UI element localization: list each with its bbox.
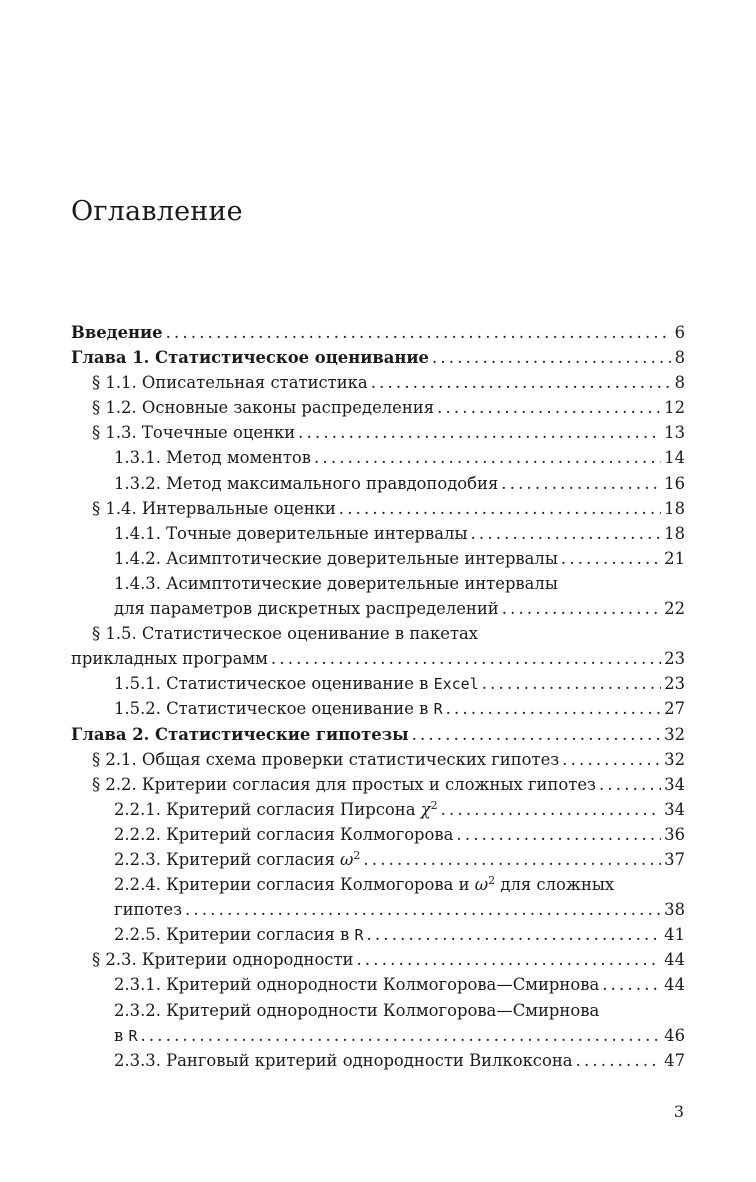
toc-entry-1-5-line1[interactable]: [71, 621, 685, 646]
leader-dots: [576, 1048, 662, 1073]
toc-entry-label: § 1.3. Точечные оценки: [92, 423, 296, 443]
code-label: R: [354, 926, 364, 945]
leader-dots: [271, 646, 661, 671]
toc-entry-2-2-5[interactable]: [71, 922, 685, 947]
toc-entry-2-3-3[interactable]: [71, 1048, 685, 1073]
toc-entry-label: [114, 797, 438, 822]
math-superscript: 2: [353, 848, 361, 862]
toc-page-number: 44: [664, 950, 685, 970]
leader-dots: [471, 521, 662, 546]
toc-page-number: 44: [664, 975, 685, 995]
code-label: R: [128, 1026, 138, 1045]
toc-page-number: 16: [664, 473, 685, 493]
leader-dots: [140, 1023, 661, 1048]
toc-entry-label: [114, 671, 479, 697]
leader-dots: [602, 972, 661, 997]
toc-entry-text: 1.5.1. Статистическое оценивание в: [114, 674, 429, 694]
toc-entry-1-4[interactable]: [71, 496, 685, 521]
toc-page-number: 34: [664, 774, 685, 794]
toc-entry-label: для параметров дискретных распределений: [114, 599, 499, 619]
toc-entry-label: 1.4.3. Асимптотические доверительные интервалы: [114, 573, 558, 593]
toc-entry-label: § 1.5. Статистическое оценивание в пакетах: [92, 624, 479, 644]
toc-entry-label: 1.3.1. Метод моментов: [114, 448, 311, 468]
leader-dots: [502, 596, 661, 621]
toc-page-number: 27: [664, 699, 685, 719]
toc-entry-2-2[interactable]: [71, 772, 685, 797]
leader-dots: [314, 445, 661, 470]
toc-entry-1-5-line2[interactable]: [71, 646, 685, 671]
page-title: Оглавление: [71, 196, 243, 227]
leader-dots: [356, 947, 661, 972]
toc-page-number: 12: [664, 398, 685, 418]
toc-entry-1-3-2[interactable]: [71, 471, 685, 496]
toc-entry-label: Глава 2. Статистические гипотезы: [71, 724, 409, 744]
toc-entry-text: 2.2.3. Критерий согласия: [114, 849, 335, 869]
toc-page-number: 32: [664, 724, 685, 744]
toc-entry-intro[interactable]: [71, 320, 685, 345]
toc-entry-label: 1.3.2. Метод максимального правдоподобия: [114, 473, 499, 493]
toc-entry-2-3-2-line2[interactable]: [71, 1023, 685, 1048]
toc-page-number: 18: [664, 523, 685, 543]
code-label: Excel: [433, 675, 479, 694]
leader-dots: [371, 370, 672, 395]
toc-entry-1-5-1[interactable]: [71, 671, 685, 696]
leader-dots: [166, 320, 672, 345]
toc-page-number: 41: [664, 925, 685, 945]
code-label: R: [433, 700, 443, 719]
toc-entry-label: Глава 1. Статистическое оценивание: [71, 348, 429, 368]
toc-entry-label: прикладных программ: [71, 649, 268, 669]
leader-dots: [446, 696, 662, 721]
toc-entry-text: для сложных: [500, 875, 615, 895]
toc-page-number: 14: [664, 448, 685, 468]
toc-entry-label: [114, 696, 443, 722]
toc-entry-1-4-3-line2[interactable]: [71, 596, 685, 621]
toc-entry-1-1[interactable]: [71, 370, 685, 395]
toc-entry-label: § 1.1. Описательная статистика: [92, 373, 368, 393]
leader-dots: [363, 847, 661, 872]
toc-entry-label: § 1.4. Интервальные оценки: [92, 498, 336, 518]
toc-entry-label: 2.3.1. Критерий однородности Колмогорова—Смирнова: [114, 975, 600, 995]
toc-page-number: 8: [674, 348, 685, 368]
toc-page-number: 32: [664, 749, 685, 769]
toc-page-number: 13: [664, 423, 685, 443]
leader-dots: [561, 546, 661, 571]
toc-page-number: 47: [664, 1050, 685, 1070]
toc-entry-1-5-2[interactable]: [71, 696, 685, 721]
toc-entry-1-2[interactable]: [71, 395, 685, 420]
toc-entry-label: § 2.2. Критерии согласия для простых и сложных гипотез: [92, 774, 596, 794]
leader-dots: [599, 772, 661, 797]
leader-dots: [441, 797, 662, 822]
toc-page-number: 22: [664, 599, 685, 619]
toc-entry-1-3-1[interactable]: [71, 445, 685, 470]
toc-entry-2-3[interactable]: [71, 947, 685, 972]
toc-entry-2-2-1[interactable]: [71, 797, 685, 822]
leader-dots: [562, 747, 661, 772]
toc-entry-1-3[interactable]: [71, 420, 685, 445]
toc-page-number: 23: [664, 649, 685, 669]
leader-dots: [432, 345, 672, 370]
page-number: 3: [673, 1102, 684, 1121]
table-of-contents: [71, 320, 685, 1073]
toc-page-number: 23: [664, 674, 685, 694]
leader-dots: [185, 897, 661, 922]
leader-dots: [482, 671, 661, 696]
toc-page-number: 38: [664, 900, 685, 920]
leader-dots: [339, 496, 661, 521]
leader-dots: [412, 722, 662, 747]
toc-entry-chapter-1[interactable]: [71, 345, 685, 370]
math-symbol: χ: [420, 799, 431, 819]
toc-page-number: 46: [664, 1025, 685, 1045]
toc-entry-1-4-2[interactable]: [71, 546, 685, 571]
toc-page-number: 21: [664, 548, 685, 568]
toc-entry-label: § 1.2. Основные законы распределения: [92, 398, 435, 418]
toc-entry-label: [114, 847, 360, 872]
toc-entry-2-3-1[interactable]: [71, 972, 685, 997]
toc-page-number: 18: [664, 498, 685, 518]
leader-dots: [456, 822, 661, 847]
toc-entry-text: 2.2.5. Критерии согласия в: [114, 925, 350, 945]
toc-page-number: 34: [664, 799, 685, 819]
toc-page-number: 37: [664, 849, 685, 869]
toc-entry-2-1[interactable]: [71, 747, 685, 772]
toc-page-number: 8: [674, 373, 685, 393]
toc-entry-label: Введение: [71, 323, 163, 342]
toc-entry-label: 2.3.2. Критерий однородности Колмогорова—Смирнова: [114, 1000, 600, 1020]
toc-entry-text: 2.2.4. Критерии согласия Колмогорова и: [114, 875, 470, 895]
toc-entry-label: [114, 872, 614, 897]
toc-entry-2-2-3[interactable]: [71, 847, 685, 872]
toc-entry-label: 2.3.3. Ранговый критерий однородности Вилкоксона: [114, 1050, 573, 1070]
toc-entry-2-3-2-line1[interactable]: [71, 998, 685, 1023]
toc-entry-text: 1.5.2. Статистическое оценивание в: [114, 699, 429, 719]
toc-entry-label: гипотез: [114, 900, 183, 920]
toc-entry-label: [114, 922, 364, 948]
math-symbol: ω: [340, 849, 354, 869]
toc-entry-label: [114, 1023, 137, 1049]
leader-dots: [298, 420, 661, 445]
toc-entry-label: 1.4.2. Асимптотические доверительные интервалы: [114, 548, 558, 568]
toc-entry-label: 2.2.2. Критерий согласия Колмогорова: [114, 824, 454, 844]
toc-page-number: 6: [674, 323, 685, 342]
math-superscript: 2: [488, 874, 496, 888]
leader-dots: [501, 471, 661, 496]
toc-entry-label: § 2.3. Критерии однородности: [92, 950, 354, 970]
toc-entry-2-2-4-line1[interactable]: [71, 872, 685, 897]
toc-entry-1-4-3-line1[interactable]: [71, 571, 685, 596]
toc-entry-2-2-2[interactable]: [71, 822, 685, 847]
toc-entry-chapter-2[interactable]: [71, 722, 685, 747]
toc-entry-label: 1.4.1. Точные доверительные интервалы: [114, 523, 468, 543]
leader-dots: [437, 395, 661, 420]
toc-entry-label: § 2.1. Общая схема проверки статистических гипотез: [92, 749, 560, 769]
leader-dots: [367, 922, 662, 947]
toc-entry-2-2-4-line2[interactable]: [71, 897, 685, 922]
toc-entry-text: 2.2.1. Критерий согласия Пирсона: [114, 799, 416, 819]
toc-page-number: 36: [664, 824, 685, 844]
math-superscript: 2: [430, 798, 438, 812]
toc-entry-text: в: [114, 1025, 124, 1045]
toc-entry-1-4-1[interactable]: [71, 521, 685, 546]
math-symbol: ω: [474, 875, 489, 895]
